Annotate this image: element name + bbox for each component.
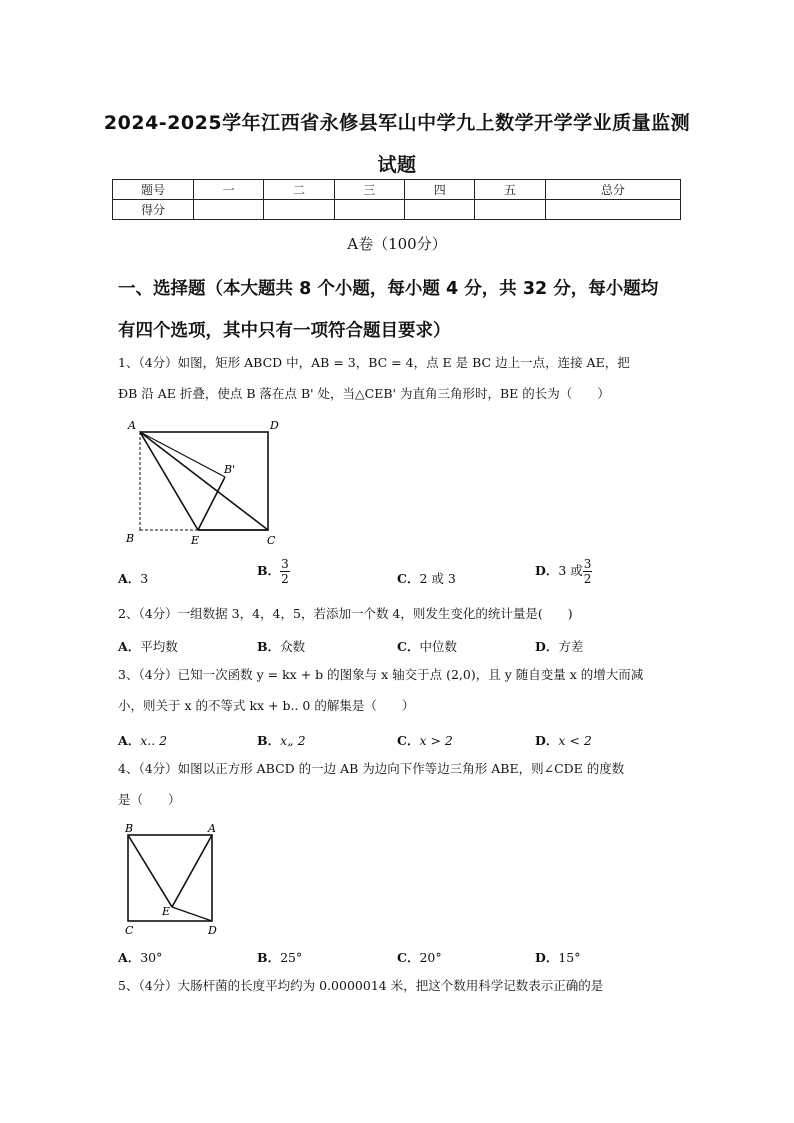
question-1-text-line2: ÐB 沿 AE 折叠，使点 B 落在点 B' 处，当△CEB' 为直角三角形时，BE 的长为（ ）	[118, 386, 610, 401]
label-c: C	[267, 534, 276, 547]
option-text: 中位数	[419, 639, 457, 654]
question-3-option-a[interactable]	[118, 731, 167, 749]
option-letter: A．	[118, 733, 141, 748]
table-cell: 四	[405, 180, 475, 200]
label-c: C	[125, 924, 134, 937]
option-letter: C．	[397, 733, 420, 748]
fraction-denominator: 2	[583, 572, 592, 586]
question-2-option-b[interactable]	[257, 637, 305, 655]
fraction	[280, 557, 290, 586]
section-heading-line1: 一、选择题（本大题共 8 个小题，每小题 4 分，共 32 分，每小题均	[118, 279, 659, 299]
option-text: 25°	[280, 950, 303, 965]
question-1-figure	[118, 415, 293, 550]
score-input-cell[interactable]	[475, 200, 545, 220]
score-input-cell[interactable]	[264, 200, 334, 220]
option-letter: C．	[397, 571, 420, 586]
diagonal-ac	[140, 432, 268, 530]
question-1-option-c[interactable]	[397, 569, 456, 587]
option-text: 2 或 3	[419, 571, 456, 586]
document-title-line1: 2024-2025学年江西省永修县军山中学九上数学开学学业质量监测	[103, 112, 691, 134]
score-input-cell[interactable]	[194, 200, 264, 220]
option-text: 30°	[140, 950, 163, 965]
question-3-text-line2: 小，则关于 x 的不等式 kx + b.. 0 的解集是（ ）	[118, 698, 415, 713]
table-cell: 二	[264, 180, 334, 200]
option-letter: A．	[118, 571, 141, 586]
question-2-option-c[interactable]	[397, 637, 457, 655]
question-2-option-d[interactable]	[535, 637, 583, 655]
segment-ae	[172, 835, 212, 907]
score-table-header-row	[113, 180, 681, 200]
question-3-option-d[interactable]	[535, 731, 592, 749]
score-input-cell[interactable]	[334, 200, 404, 220]
option-text: 3 或	[558, 563, 583, 578]
table-cell: 一	[194, 180, 264, 200]
fraction-denominator: 2	[281, 572, 289, 586]
table-cell: 总分	[545, 180, 680, 200]
option-letter: D．	[535, 950, 559, 965]
question-4-figure	[118, 818, 228, 938]
table-cell: 题号	[113, 180, 194, 200]
fraction-numerator: 3	[583, 557, 592, 571]
fraction-numerator: 3	[281, 557, 289, 571]
option-letter: B．	[257, 733, 281, 748]
question-4-option-a[interactable]	[118, 948, 162, 966]
option-letter: B．	[257, 563, 281, 578]
option-letter: B．	[257, 950, 281, 965]
label-d: D	[208, 924, 217, 937]
score-input-cell[interactable]	[405, 200, 475, 220]
option-text: 平均数	[140, 639, 178, 654]
volume-heading: A卷（100分）	[347, 235, 447, 253]
table-cell: 五	[475, 180, 545, 200]
label-d: D	[270, 419, 279, 432]
question-3-option-c[interactable]	[397, 731, 453, 749]
question-1-option-d[interactable]	[535, 557, 592, 586]
question-1-option-a[interactable]	[118, 569, 148, 587]
option-letter: D．	[535, 639, 559, 654]
option-text: x < 2	[558, 733, 592, 748]
option-text: 方差	[558, 639, 584, 654]
option-text: 20°	[419, 950, 442, 965]
label-a: A	[128, 419, 136, 432]
option-text: 15°	[558, 950, 581, 965]
score-input-cell[interactable]	[545, 200, 680, 220]
option-letter: B．	[257, 639, 281, 654]
option-letter: C．	[397, 639, 420, 654]
option-text: x„ 2	[280, 733, 306, 748]
question-4-option-c[interactable]	[397, 948, 442, 966]
question-3-text-line1: 3、（4分）已知一次函数 y = kx + b 的图象与 x 轴交于点 (2,0)，且 y 随自变量 x 的增大而减	[118, 667, 644, 682]
question-3-option-b[interactable]	[257, 731, 306, 749]
question-4-option-b[interactable]	[257, 948, 302, 966]
label-b-prime: B'	[224, 463, 236, 476]
segment-be	[128, 835, 172, 907]
label-b: B	[125, 822, 134, 835]
section-heading-line2: 有四个选项，其中只有一项符合题目要求）	[118, 321, 451, 341]
question-4-text-line1: 4、（4分）如图以正方形 ABCD 的一边 AB 为边向下作等边三角形 ABE，则∠CDE 的度数	[118, 761, 625, 776]
option-text: x.. 2	[140, 733, 168, 748]
question-2-option-a[interactable]	[118, 637, 178, 655]
question-5-text: 5、（4分）大肠杆菌的长度平均约为 0.0000014 米，把这个数用科学记数表示正确的是	[118, 978, 604, 993]
option-text: 众数	[280, 639, 306, 654]
label-b: B	[126, 532, 135, 545]
option-text: 3	[140, 571, 149, 586]
label-e: E	[162, 905, 171, 918]
label-a: A	[208, 822, 216, 835]
segment-ed	[172, 907, 212, 921]
table-cell: 三	[334, 180, 404, 200]
score-table	[112, 179, 681, 220]
option-text: x > 2	[419, 733, 453, 748]
score-table-score-row	[113, 200, 681, 220]
question-1-text-line1: 1、（4分）如图，矩形 ABCD 中，AB = 3，BC = 4，点 E 是 BC 边上一点，连接 AE，把	[118, 355, 630, 370]
question-2-text: 2、（4分）一组数据 3，4，4，5，若添加一个数 4，则发生变化的统计量是( )	[118, 606, 573, 621]
option-letter: D．	[535, 563, 559, 578]
question-4-option-d[interactable]	[535, 948, 581, 966]
table-cell: 得分	[113, 200, 194, 220]
label-e: E	[191, 534, 200, 547]
option-letter: A．	[118, 639, 141, 654]
segment-eb1	[198, 477, 225, 530]
fraction	[583, 557, 593, 586]
option-letter: D．	[535, 733, 559, 748]
option-letter: C．	[397, 950, 420, 965]
question-4-text-line2: 是（ ）	[118, 792, 181, 807]
question-1-option-b[interactable]	[257, 557, 290, 586]
option-letter: A．	[118, 950, 141, 965]
document-title-line2: 试题	[377, 154, 417, 176]
